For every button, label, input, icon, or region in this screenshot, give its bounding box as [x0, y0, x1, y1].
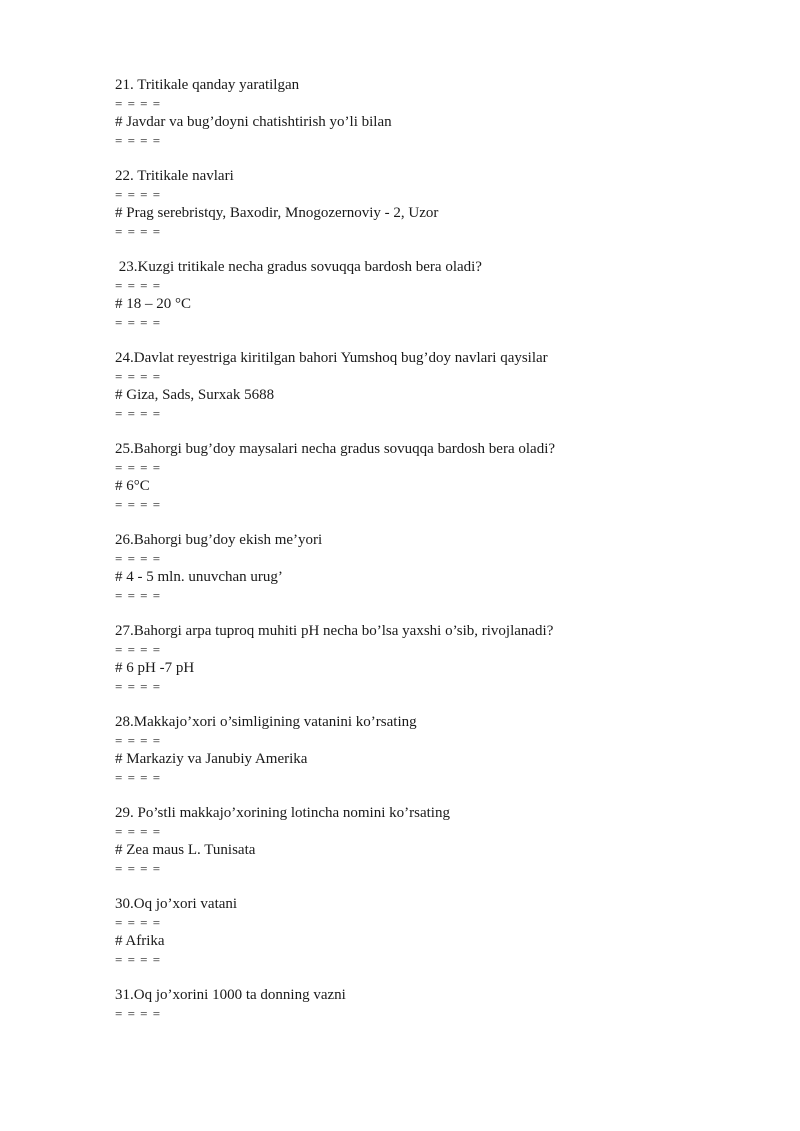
question-text: 31.Oq jo’xorini 1000 ta donning vazni [115, 987, 346, 1003]
separator: = = = = [115, 278, 162, 293]
answer-text: # 6°C [115, 478, 150, 494]
question-block-30 [115, 895, 755, 969]
question-block-24 [115, 349, 755, 423]
separator: = = = = [115, 770, 162, 785]
question-text: 27.Bahorgi arpa tuproq muhiti pH necha bo’lsa yaxshi o’sib, rivojlanadi? [115, 623, 554, 639]
separator: = = = = [115, 1006, 162, 1021]
answer-text: # 4 - 5 mln. unuvchan urug’ [115, 569, 283, 585]
separator: = = = = [115, 497, 162, 512]
separator: = = = = [115, 369, 162, 384]
question-block-22 [115, 167, 755, 241]
answer-text: # Prag serebristqy, Baxodir, Mnogozernoviy - 2, Uzor [115, 205, 439, 221]
separator: = = = = [115, 915, 162, 930]
answer-text: # Zea maus L. Tunisata [115, 842, 256, 858]
separator: = = = = [115, 861, 162, 876]
question-block-27 [115, 622, 755, 696]
separator: = = = = [115, 824, 162, 839]
answer-text: # Afrika [115, 933, 165, 949]
document-page [115, 76, 755, 1040]
answer-text: # Markaziy va Janubiy Amerika [115, 751, 308, 767]
question-text: 25.Bahorgi bug’doy maysalari necha gradus sovuqqa bardosh bera oladi? [115, 441, 556, 457]
question-text: 28.Makkajo’xori o’simligining vatanini ko’rsating [115, 714, 417, 730]
separator: = = = = [115, 551, 162, 566]
question-block-26 [115, 531, 755, 605]
question-block-23 [115, 258, 755, 332]
question-block-31 [115, 986, 755, 1023]
separator: = = = = [115, 588, 162, 603]
separator: = = = = [115, 315, 162, 330]
answer-text: # Javdar va bug’doyni chatishtirish yo’li bilan [115, 114, 392, 130]
question-text: 24.Davlat reyestriga kiritilgan bahori Yumshoq bug’doy navlari qaysilar [115, 350, 548, 366]
separator: = = = = [115, 679, 162, 694]
question-block-25 [115, 440, 755, 514]
separator: = = = = [115, 460, 162, 475]
question-text: 21. Tritikale qanday yaratilgan [115, 77, 300, 93]
question-block-21 [115, 76, 755, 150]
separator: = = = = [115, 224, 162, 239]
question-text: 22. Tritikale navlari [115, 168, 234, 184]
separator: = = = = [115, 642, 162, 657]
separator: = = = = [115, 406, 162, 421]
separator: = = = = [115, 952, 162, 967]
question-block-28 [115, 713, 755, 787]
question-block-29 [115, 804, 755, 878]
answer-text: # 6 pH -7 pH [115, 660, 195, 676]
question-text: 29. Po’stli makkajo’xorining lotincha nomini ko’rsating [115, 805, 450, 821]
separator: = = = = [115, 187, 162, 202]
question-text: 26.Bahorgi bug’doy ekish me’yori [115, 532, 323, 548]
separator: = = = = [115, 733, 162, 748]
separator: = = = = [115, 133, 162, 148]
separator: = = = = [115, 96, 162, 111]
question-text: 23.Kuzgi tritikale necha gradus sovuqqa bardosh bera oladi? [115, 259, 482, 275]
answer-text: # 18 – 20 °C [115, 296, 192, 312]
question-text: 30.Oq jo’xori vatani [115, 896, 238, 912]
answer-text: # Giza, Sads, Surxak 5688 [115, 387, 275, 403]
